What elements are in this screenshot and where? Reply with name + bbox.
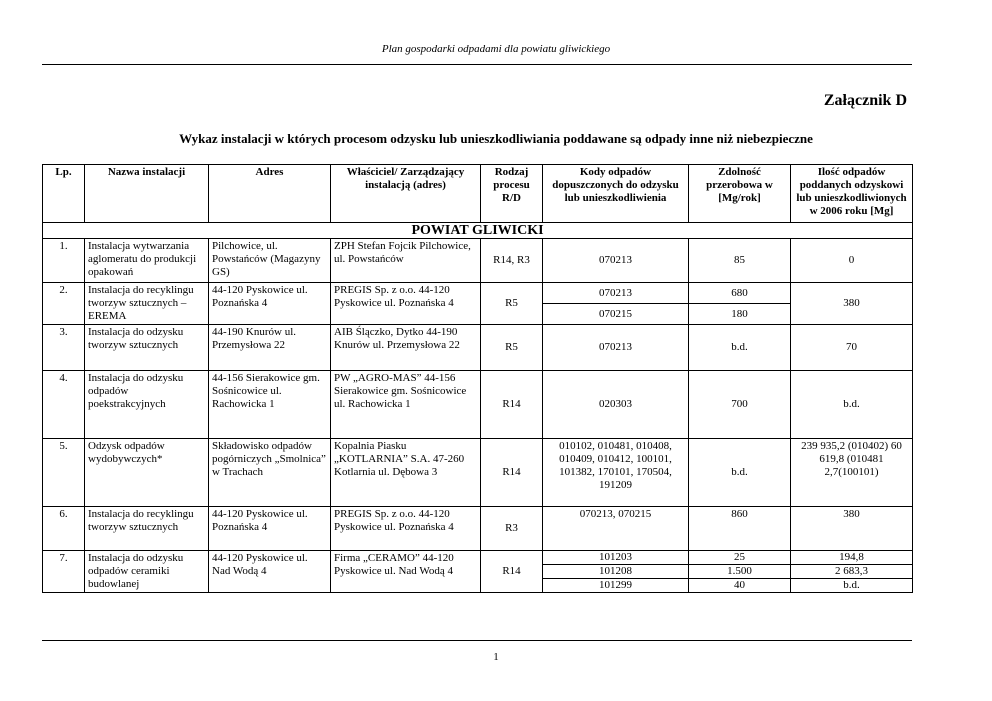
row-name: Instalacja do odzysku odpadów ceramiki budowlanej — [85, 551, 209, 593]
col-header: Rodzaj procesu R/D — [481, 165, 543, 223]
row-codes: 010102, 010481, 010408, 010409, 010412, 100101, 101382, 170101, 170504, 191209 — [543, 439, 689, 507]
row-codes: 070213 — [543, 325, 689, 371]
row-lp: 7. — [43, 551, 85, 593]
installations-table — [42, 164, 913, 593]
row-capacity: 180 — [689, 304, 791, 325]
row-quantity: 70 — [791, 325, 913, 371]
row-address: 44-190 Knurów ul. Przemysłowa 22 — [209, 325, 331, 371]
row-codes: 070215 — [543, 304, 689, 325]
row-codes: 070213 — [543, 239, 689, 283]
row-name: Instalacja do recyklingu tworzyw sztucznych – EREMA — [85, 283, 209, 325]
footer-rule — [42, 640, 912, 641]
row-owner: AIB Ślączko, Dytko 44-190 Knurów ul. Przemysłowa 22 — [331, 325, 481, 371]
row-codes: 070213, 070215 — [543, 507, 689, 551]
row-address: 44-120 Pyskowice ul. Poznańska 4 — [209, 507, 331, 551]
row-address: 44-120 Pyskowice ul. Poznańska 4 — [209, 283, 331, 325]
row-process: R14 — [481, 439, 543, 507]
row-lp: 6. — [43, 507, 85, 551]
col-header: Ilość odpadów poddanych odzyskowi lub unieszkodliwionych w 2006 roku [Mg] — [791, 165, 913, 223]
row-lp: 3. — [43, 325, 85, 371]
row-quantity: 380 — [791, 283, 913, 325]
table-row — [43, 239, 913, 283]
row-process: R5 — [481, 325, 543, 371]
table-row — [43, 371, 913, 439]
section-title: POWIAT GLIWICKI — [43, 223, 913, 239]
row-quantity: b.d. — [791, 371, 913, 439]
row-quantity: b.d. — [791, 579, 913, 593]
col-header: Właściciel/ Zarządzający instalacją (adres) — [331, 165, 481, 223]
col-header: Kody odpadów dopuszczonych do odzysku lub unieszkodliwienia — [543, 165, 689, 223]
row-owner: PREGIS Sp. z o.o. 44-120 Pyskowice ul. Poznańska 4 — [331, 507, 481, 551]
row-capacity: 25 — [689, 551, 791, 565]
row-capacity: 680 — [689, 283, 791, 304]
row-capacity: 85 — [689, 239, 791, 283]
row-name: Instalacja do odzysku tworzyw sztucznych — [85, 325, 209, 371]
row-name: Instalacja do recyklingu tworzyw sztucznych — [85, 507, 209, 551]
table-row — [43, 439, 913, 507]
row-lp: 1. — [43, 239, 85, 283]
row-quantity: 0 — [791, 239, 913, 283]
row-codes: 070213 — [543, 283, 689, 304]
row-process: R14 — [481, 551, 543, 593]
table-row — [43, 325, 913, 371]
running-header: Plan gospodarki odpadami dla powiatu gliwickiego — [381, 43, 611, 55]
row-capacity: 860 — [689, 507, 791, 551]
document-title: Wykaz instalacji w których procesom odzysku lub unieszkodliwiania poddawane są odpady inne niż niebezpieczne — [179, 131, 813, 146]
row-capacity: 40 — [689, 579, 791, 593]
row-capacity: 1.500 — [689, 565, 791, 579]
row-codes: 101208 — [543, 565, 689, 579]
header-rule — [42, 64, 912, 65]
col-header: Zdolność przerobowa w [Mg/rok] — [689, 165, 791, 223]
row-codes: 020303 — [543, 371, 689, 439]
row-owner: Firma „CERAMO” 44-120 Pyskowice ul. Nad Wodą 4 — [331, 551, 481, 593]
row-address: 44-156 Sierakowice gm. Sośnicowice ul. Rachowicka 1 — [209, 371, 331, 439]
table-row — [43, 283, 913, 304]
row-quantity: 239 935,2 (010402) 60 619,8 (010481 2,7(100101) — [791, 439, 913, 507]
table-row — [43, 551, 913, 565]
row-capacity: b.d. — [689, 325, 791, 371]
row-process: R5 — [481, 283, 543, 325]
col-header: Adres — [209, 165, 331, 223]
row-owner: Kopalnia Piasku „KOTLARNIA” S.A. 47-260 Kotlarnia ul. Dębowa 3 — [331, 439, 481, 507]
table-header-row — [43, 165, 913, 223]
row-process: R3 — [481, 507, 543, 551]
row-lp: 4. — [43, 371, 85, 439]
row-owner: PREGIS Sp. z o.o. 44-120 Pyskowice ul. Poznańska 4 — [331, 283, 481, 325]
row-address: 44-120 Pyskowice ul. Nad Wodą 4 — [209, 551, 331, 593]
row-capacity: 700 — [689, 371, 791, 439]
row-owner: PW „AGRO-MAS” 44-156 Sierakowice gm. Sośnicowice ul. Rachowicka 1 — [331, 371, 481, 439]
col-header: Nazwa instalacji — [85, 165, 209, 223]
table-row — [43, 507, 913, 551]
row-owner: ZPH Stefan Fojcik Pilchowice, ul. Powstańców — [331, 239, 481, 283]
row-process: R14 — [481, 371, 543, 439]
row-quantity: 2 683,3 — [791, 565, 913, 579]
page-number: 1 — [493, 651, 499, 663]
row-name: Odzysk odpadów wydobywczych* — [85, 439, 209, 507]
row-codes: 101203 — [543, 551, 689, 565]
row-capacity: b.d. — [689, 439, 791, 507]
section-row — [43, 223, 913, 239]
col-header: Lp. — [43, 165, 85, 223]
row-lp: 5. — [43, 439, 85, 507]
row-name: Instalacja do odzysku odpadów poekstrakcyjnych — [85, 371, 209, 439]
row-codes: 101299 — [543, 579, 689, 593]
row-address: Składowisko odpadów pogórniczych „Smolnica” w Trachach — [209, 439, 331, 507]
annex-label: Załącznik D — [823, 92, 907, 109]
row-address: Pilchowice, ul. Powstańców (Magazyny GS) — [209, 239, 331, 283]
row-name: Instalacja wytwarzania aglomeratu do produkcji opakowań — [85, 239, 209, 283]
row-quantity: 380 — [791, 507, 913, 551]
row-quantity: 194,8 — [791, 551, 913, 565]
row-process: R14, R3 — [481, 239, 543, 283]
row-lp: 2. — [43, 283, 85, 325]
